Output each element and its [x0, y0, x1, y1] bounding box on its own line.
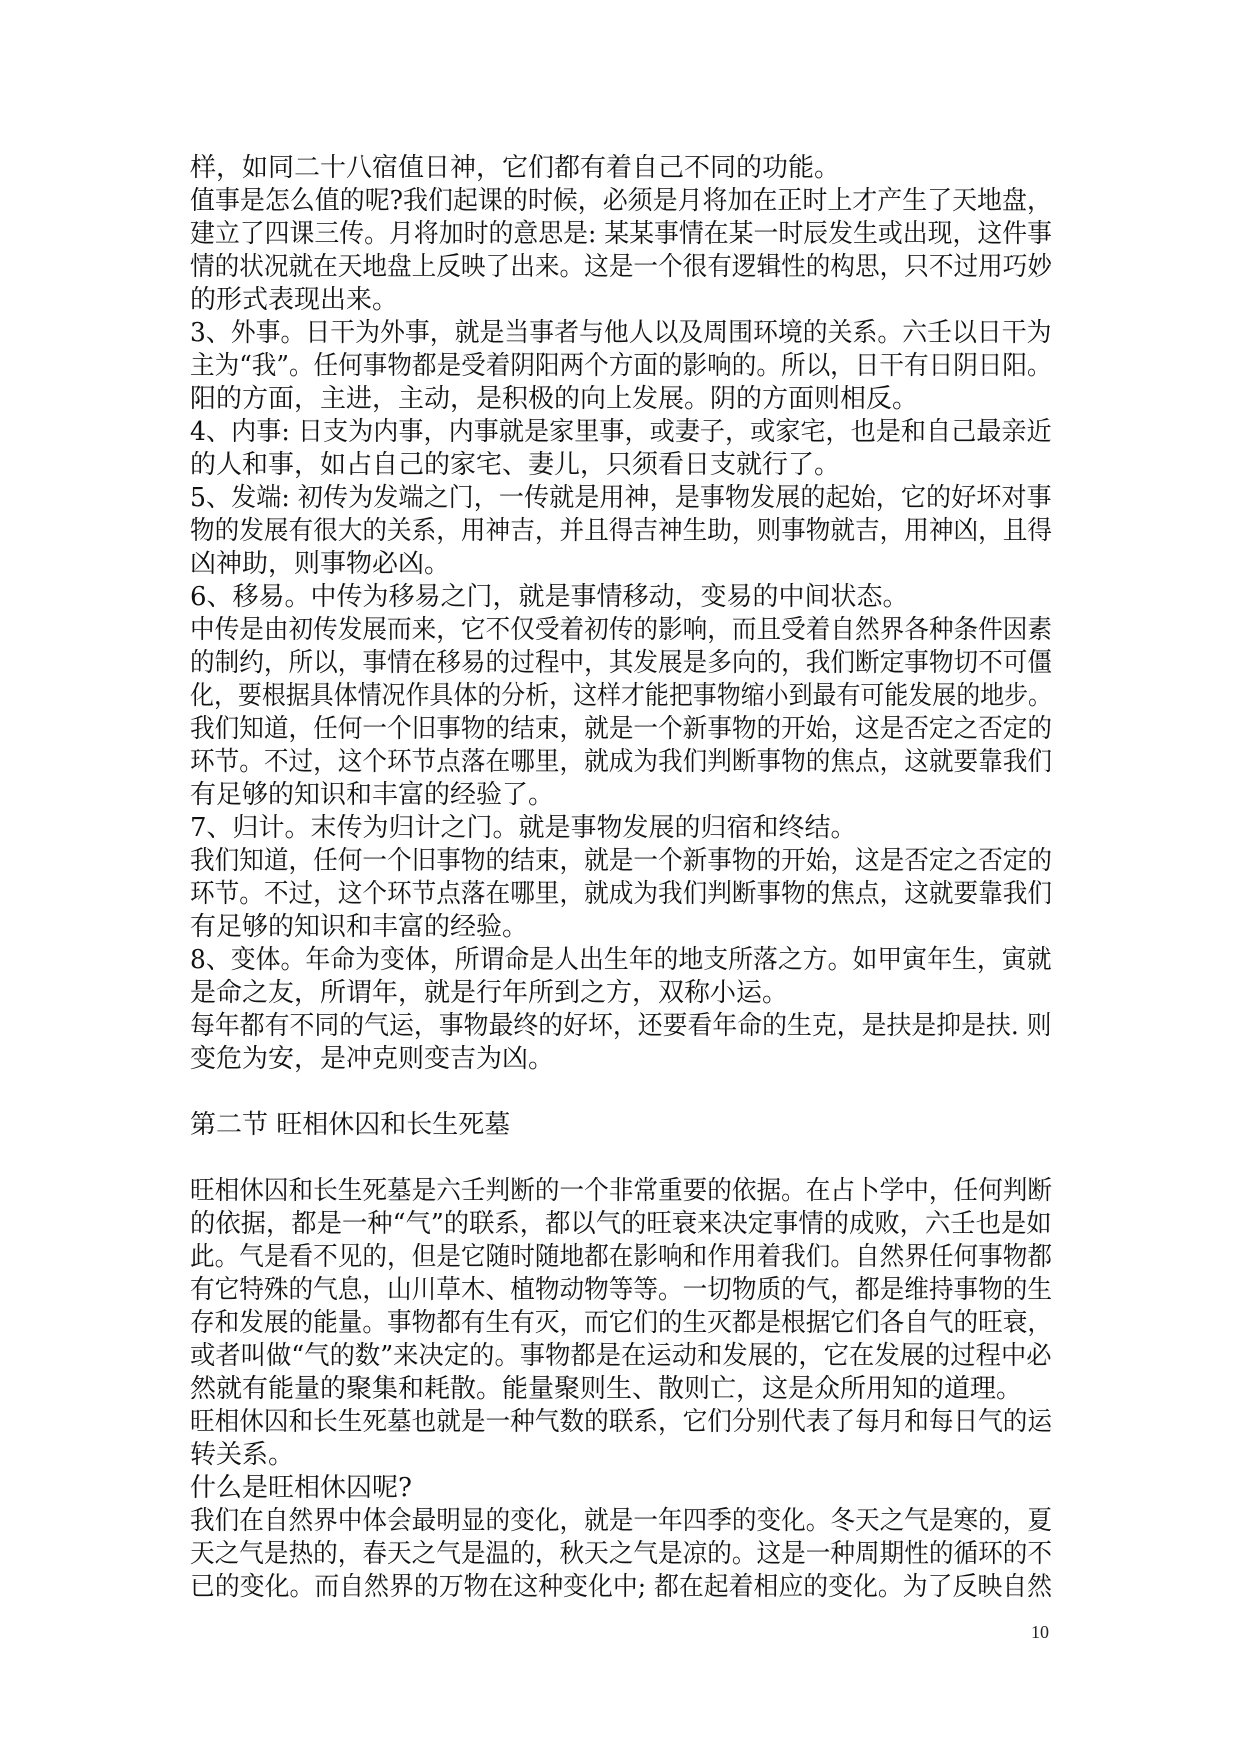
text-line: 4、内事: 日支为内事，内事就是家里事，或妻子，或家宅，也是和自己最亲近 — [190, 417, 1052, 447]
text-line: 旺相休囚和长生死墓是六壬判断的一个非常重要的依据。在占卜学中，任何判断 — [190, 1176, 1053, 1206]
text-line: 我们知道，任何一个旧事物的结束，就是一个新事物的开始，这是否定之否定的 — [190, 714, 1053, 744]
page-number: 10 — [1031, 1622, 1049, 1642]
text-line: 有它特殊的气息，山川草木、植物动物等等。一切物质的气，都是维持事物的生 — [190, 1275, 1053, 1305]
text-line: 环节。不过，这个环节点落在哪里，就成为我们判断事物的焦点，这就要靠我们 — [190, 879, 1053, 909]
text-line: 我们知道，任何一个旧事物的结束，就是一个新事物的开始，这是否定之否定的 — [190, 846, 1053, 876]
text-line: 天之气是热的，春天之气是温的，秋天之气是凉的。这是一种周期性的循环的不 — [190, 1539, 1053, 1569]
text-line: 环节。不过，这个环节点落在哪里，就成为我们判断事物的焦点，这就要靠我们 — [190, 747, 1053, 777]
section-heading: 第二节 旺相休囚和长生死墓 — [190, 1110, 511, 1140]
paragraph-block-after-heading — [190, 1175, 1052, 1604]
text-line: 的制约，所以，事情在移易的过程中，其发展是多向的，我们断定事物切不可僵 — [190, 648, 1053, 678]
text-line: 3、外事。日干为外事，就是当事者与他人以及周围环境的关系。六壬以日干为 — [190, 318, 1052, 348]
blank-line — [190, 1076, 1052, 1109]
text-line: 阳的方面，主进，主动，是积极的向上发展。阴的方面则相反。 — [190, 384, 919, 414]
text-line: 的形式表现出来。 — [190, 285, 399, 315]
text-line: 有足够的知识和丰富的经验了。 — [190, 780, 555, 810]
text-line: 变危为安，是冲克则变吉为凶。 — [190, 1044, 555, 1074]
text-line: 转关系。 — [190, 1440, 295, 1470]
text-line: 然就有能量的聚集和耗散。能量聚则生、散则亡，这是众所用知的道理。 — [190, 1374, 1023, 1404]
text-line: 化，要根据具体情况作具体的分析，这样才能把事物缩小到最有可能发展的地步。 — [190, 681, 1052, 711]
document-body — [190, 152, 1052, 1604]
text-line: 此。气是看不见的，但是它随时随地都在影响和作用着我们。自然界任何事物都 — [190, 1242, 1053, 1272]
text-line: 什么是旺相休囚呢? — [190, 1473, 412, 1503]
text-line: 存和发展的能量。事物都有生有灭，而它们的生灭都是根据它们各自气的旺衰， — [190, 1308, 1053, 1338]
paragraph-block-before-heading — [190, 152, 1052, 1076]
text-line: 8、变体。年命为变体，所谓命是人出生年的地支所落之方。如甲寅年生，寅就 — [190, 945, 1052, 975]
text-line: 已的变化。而自然界的万物在这种变化中; 都在起着相应的变化。为了反映自然 — [190, 1572, 1053, 1602]
text-line: 样，如同二十八宿值日神，它们都有着自己不同的功能。 — [190, 153, 841, 183]
text-line: 情的状况就在天地盘上反映了出来。这是一个很有逻辑性的构思，只不过用巧妙 — [190, 252, 1053, 282]
text-line: 5、发端: 初传为发端之门，一传就是用神，是事物发展的起始，它的好坏对事 — [190, 483, 1052, 513]
text-line: 的依据，都是一种“气”的联系，都以气的旺衰来决定事情的成败，六壬也是如 — [190, 1209, 1052, 1239]
text-line: 凶神助，则事物必凶。 — [190, 549, 451, 579]
text-line: 值事是怎么值的呢?我们起课的时候，必须是月将加在正时上才产生了天地盘， — [190, 186, 1052, 216]
text-line: 主为“我”。任何事物都是受着阴阳两个方面的影响的。所以，日干有日阴日阳。 — [190, 351, 1052, 381]
text-line: 每年都有不同的气运，事物最终的好坏，还要看年命的生克，是扶是抑是扶. 则 — [190, 1011, 1052, 1041]
text-line: 的人和事，如占自己的家宅、妻儿，只须看日支就行了。 — [190, 450, 841, 480]
text-line: 物的发展有很大的关系，用神吉，并且得吉神生助，则事物就吉，用神凶，且得 — [190, 516, 1053, 546]
text-line: 6、移易。中传为移易之门，就是事情移动，变易的中间状态。 — [190, 582, 909, 612]
text-line: 旺相休囚和长生死墓也就是一种气数的联系，它们分别代表了每月和每日气的运 — [190, 1407, 1053, 1437]
text-line: 有足够的知识和丰富的经验。 — [190, 912, 529, 942]
text-line: 是命之友，所谓年，就是行年所到之方，双称小运。 — [190, 978, 789, 1008]
text-line: 或者叫做“气的数”来决定的。事物都是在运动和发展的，它在发展的过程中必 — [190, 1341, 1052, 1371]
text-line: 7、归计。末传为归计之门。就是事物发展的归宿和终结。 — [190, 813, 857, 843]
blank-line — [190, 1142, 1052, 1175]
text-line: 中传是由初传发展而来，它不仅受着初传的影响，而且受着自然界各种条件因素 — [190, 615, 1053, 645]
text-line: 建立了四课三传。月将加时的意思是: 某某事情在某一时辰发生或出现，这件事 — [190, 219, 1053, 249]
text-line: 我们在自然界中体会最明显的变化，就是一年四季的变化。冬天之气是寒的，夏 — [190, 1506, 1053, 1536]
